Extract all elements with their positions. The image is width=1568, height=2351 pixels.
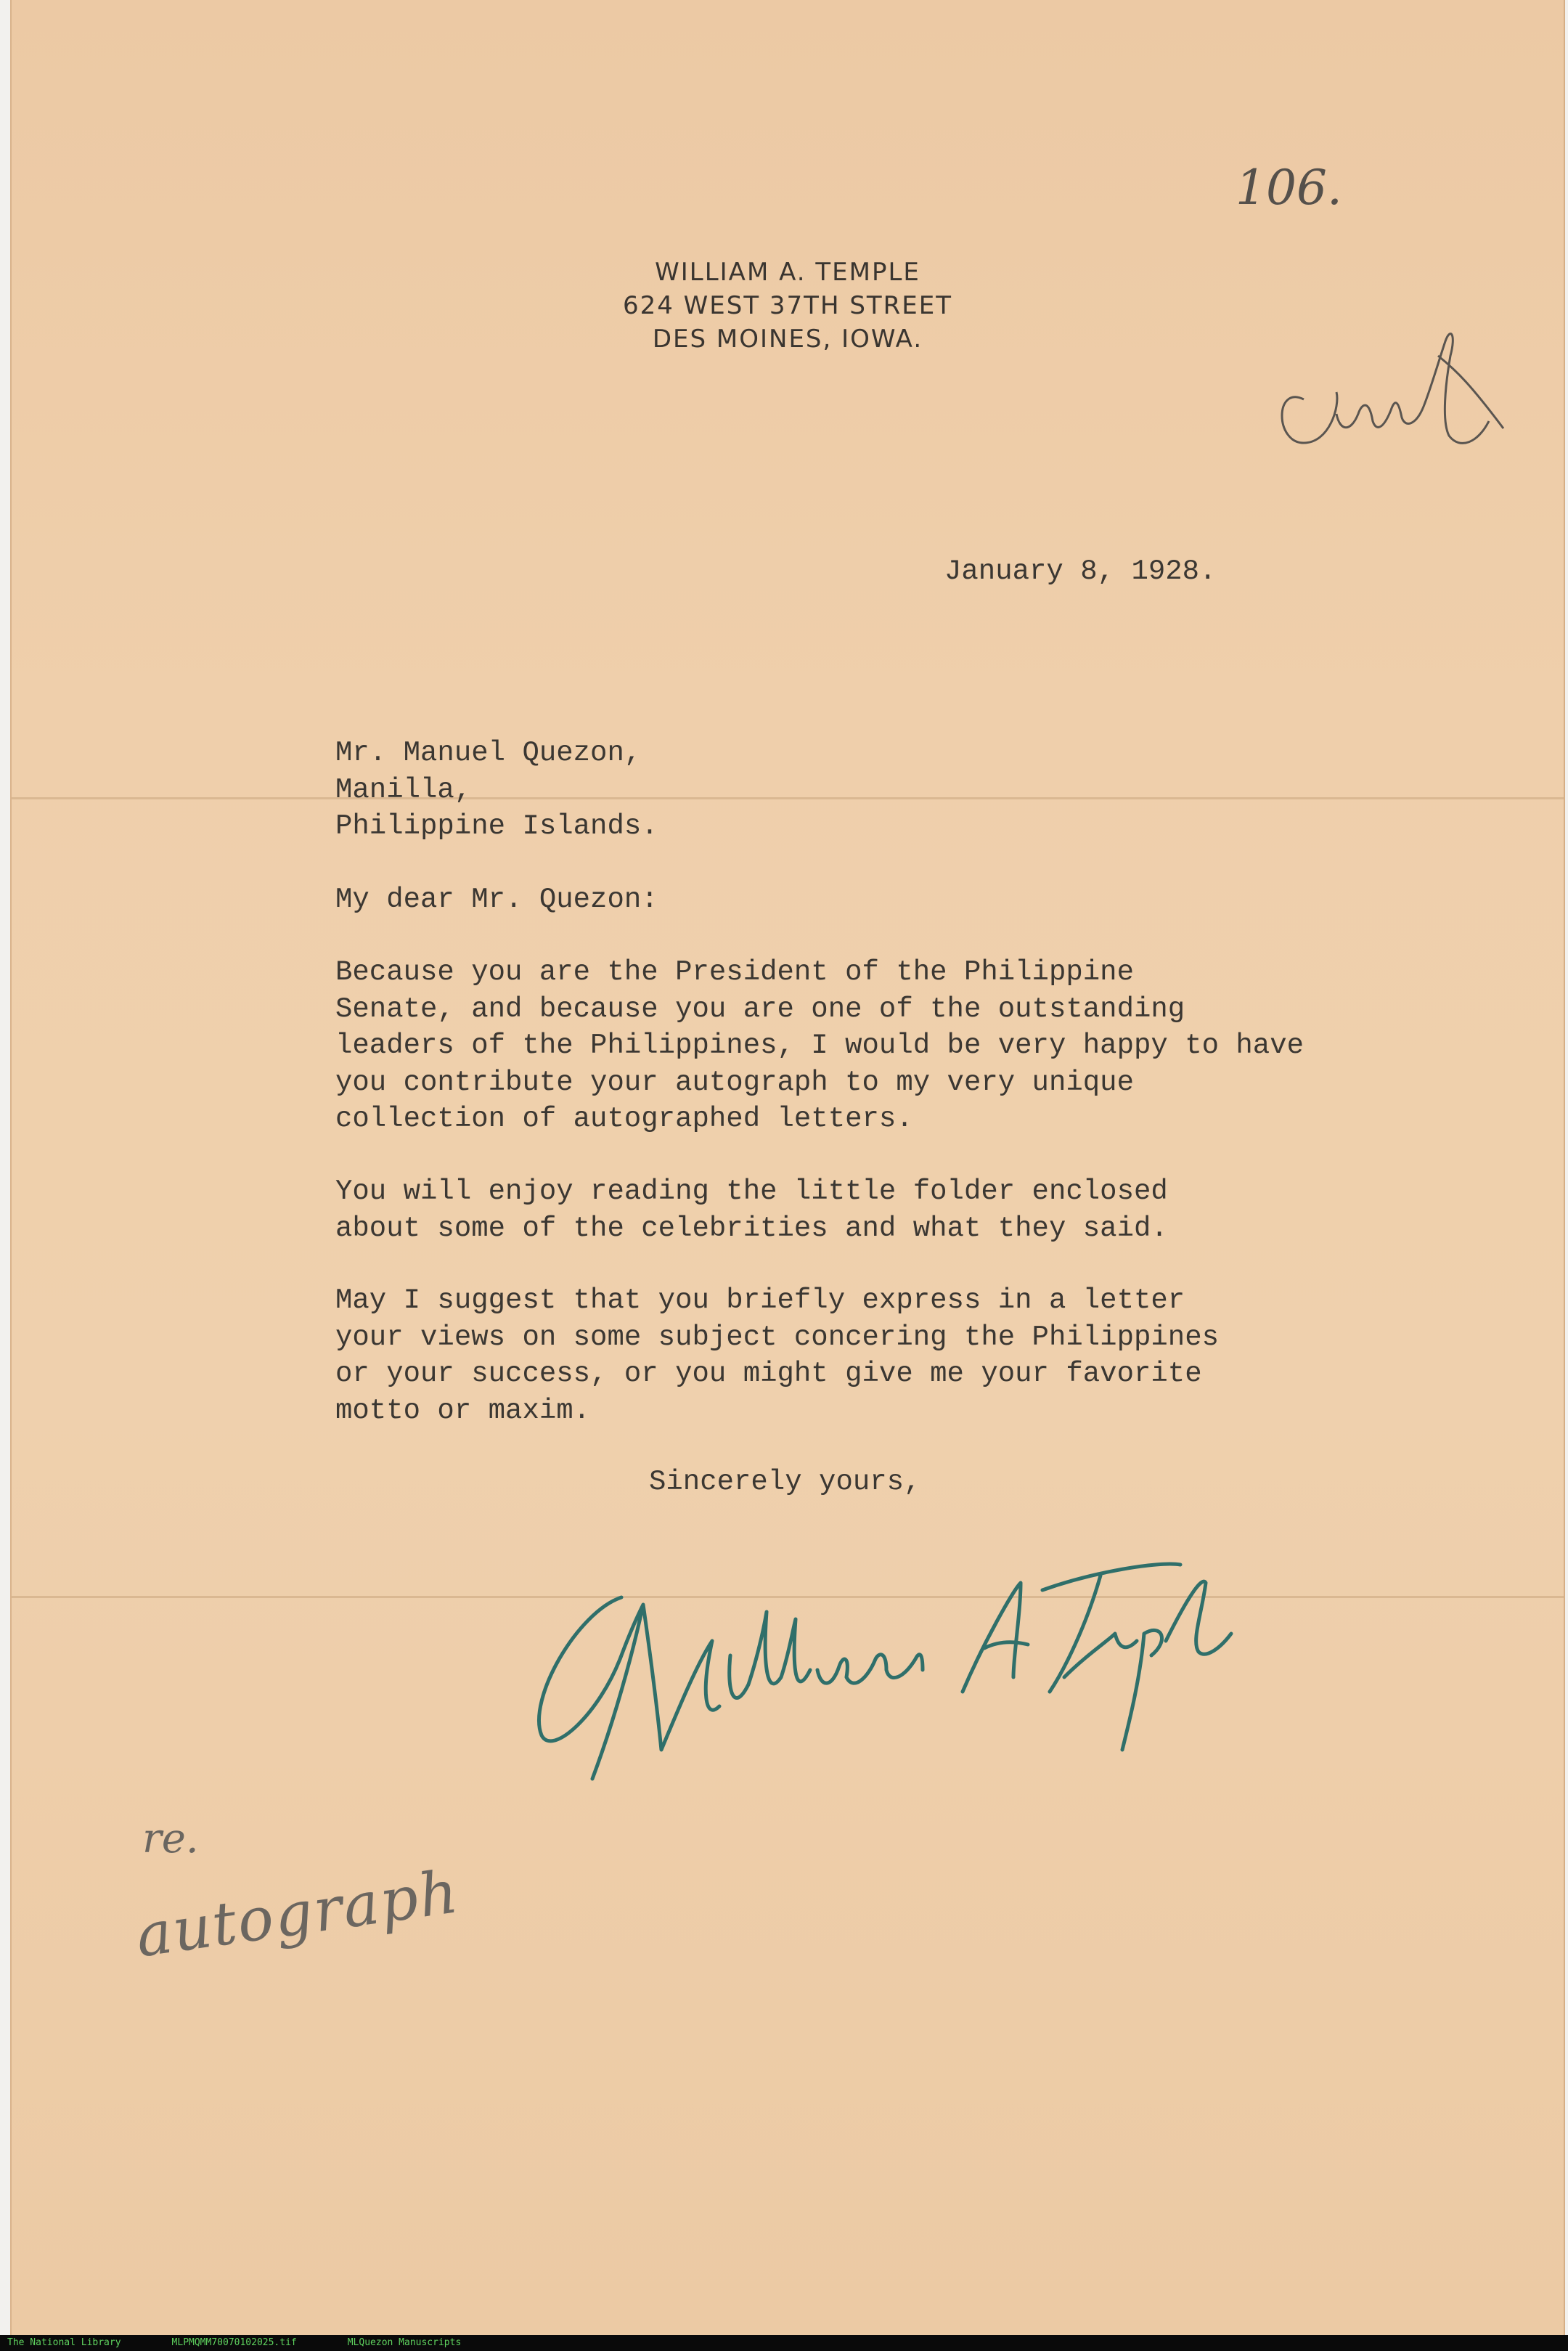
paragraph-line: leaders of the Philippines, I would be very happy to have xyxy=(335,1030,1304,1062)
footer-collection: MLQuezon Manuscripts xyxy=(347,2337,462,2348)
paragraph-line: collection of autographed letters. xyxy=(335,1103,913,1135)
letterhead-street: 624 WEST 37TH STREET xyxy=(622,291,953,320)
top-number-annotation: 106. xyxy=(1236,160,1342,216)
letter-date: January 8, 1928. xyxy=(944,555,1217,587)
paragraph-line: motto or maxim. xyxy=(335,1394,591,1427)
address-line: Philippine Islands. xyxy=(335,810,658,842)
paragraph-1 xyxy=(335,954,1304,1138)
paragraph-line: You will enjoy reading the little folder enclosed xyxy=(335,1176,1168,1207)
footer-file: MLPMQMM70070102025.tif xyxy=(171,2337,297,2348)
pencil-note-re: re. xyxy=(142,1815,199,1862)
address-line: Manilla, xyxy=(335,773,472,806)
paragraph-line: Because you are the President of the Philippine xyxy=(335,956,1134,988)
paragraph-line: May I suggest that you briefly express in a letter xyxy=(335,1284,1185,1316)
paragraph-line: about some of the celebrities and what they said. xyxy=(335,1212,1168,1244)
paragraph-2 xyxy=(335,1173,1168,1247)
paragraph-line: your views on some subject concering the Philippines xyxy=(335,1321,1219,1353)
letterhead-city: DES MOINES, IOWA. xyxy=(652,325,923,354)
paragraph-3 xyxy=(335,1282,1219,1429)
paragraph-line: you contribute your autograph to my very unique xyxy=(335,1066,1134,1099)
pencil-note-autograph: autograph xyxy=(131,1857,464,1971)
top-scribble xyxy=(1260,276,1522,465)
paragraph-line: Senate, and because you are one of the outstanding xyxy=(335,993,1185,1025)
salutation: My dear Mr. Quezon: xyxy=(335,884,658,916)
recipient-address xyxy=(335,735,658,845)
letter-paper xyxy=(10,0,1565,2335)
paragraph-line: or your success, or you might give me your favorite xyxy=(335,1358,1202,1390)
fold-line xyxy=(12,797,1564,799)
address-line: Mr. Manuel Quezon, xyxy=(335,737,642,769)
scan-footer xyxy=(0,2335,1568,2351)
footer-library: The National Library xyxy=(7,2337,121,2348)
closing: Sincerely yours, xyxy=(649,1466,921,1498)
letterhead-name: WILLIAM A. TEMPLE xyxy=(655,258,920,287)
signature xyxy=(513,1532,1282,1793)
